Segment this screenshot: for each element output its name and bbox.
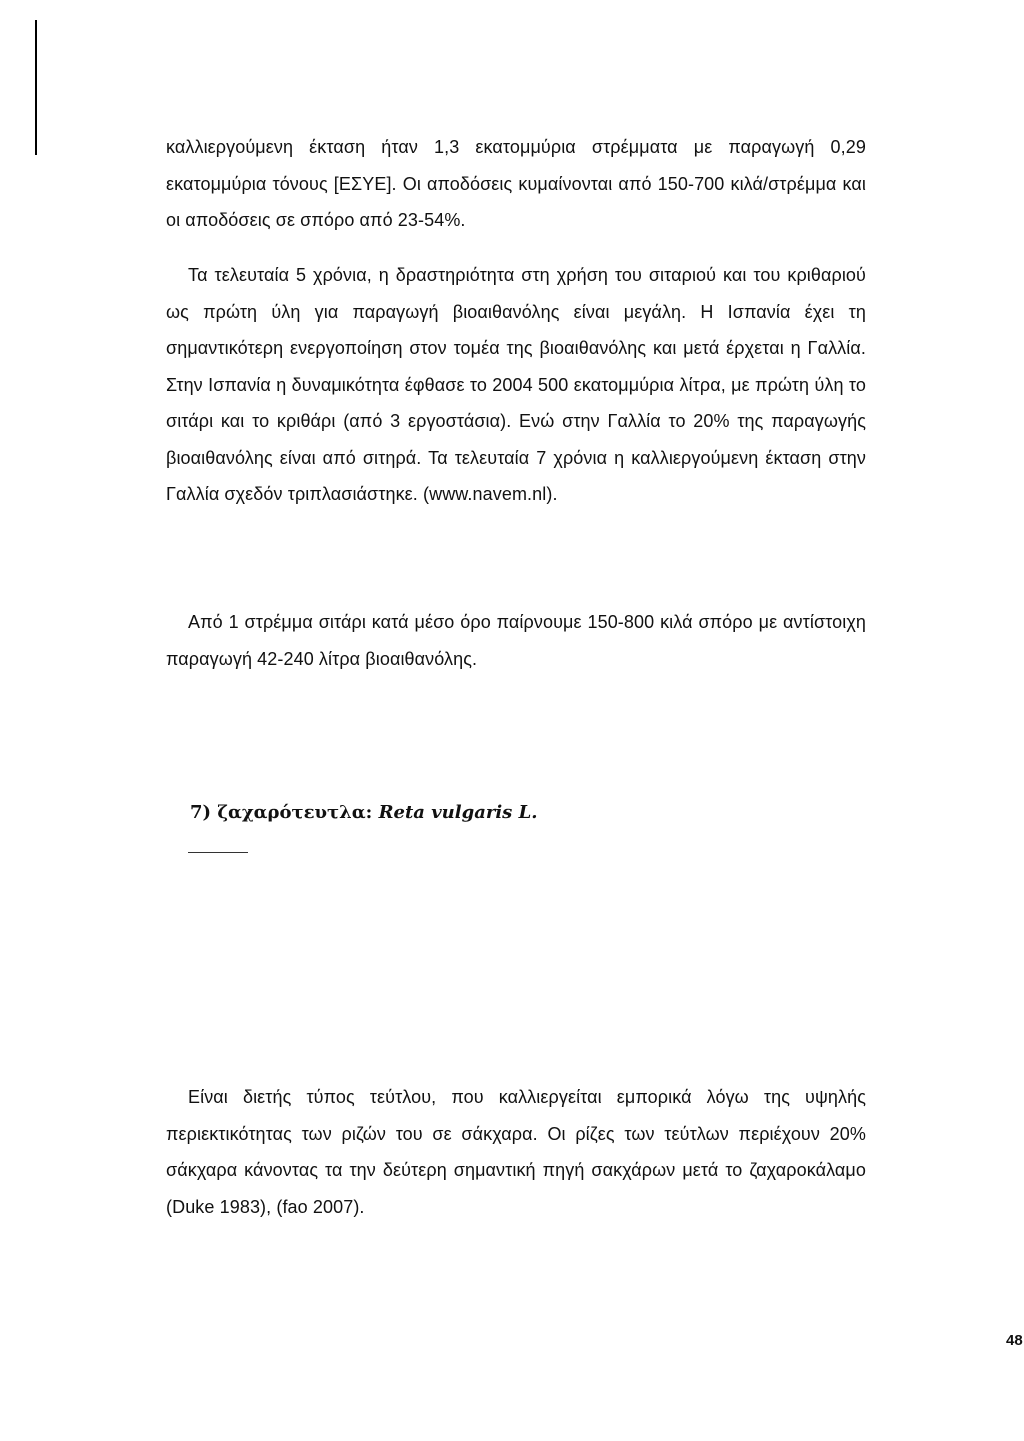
margin-line: [35, 20, 37, 155]
heading-latin-name: Reta vulgaris L.: [378, 802, 538, 823]
short-divider: [188, 852, 248, 853]
heading-title: ζαχαρότευτλα:: [217, 802, 373, 823]
heading-number: 7): [190, 802, 212, 823]
page-number: 48: [1006, 1332, 1023, 1349]
section-heading: [190, 800, 538, 826]
paragraph: καλλιεργούμενη έκταση ήταν 1,3 εκατομμύρια στρέμματα με παραγωγή 0,29 εκατομμύρια τόνους [ΕΣΥΕ]. Οι αποδόσεις κυμαίνονται από 150-700 κιλά/στρέμμα και οι αποδόσεις σε σπόρο από 23-54%.: [166, 137, 866, 230]
paragraph: Από 1 στρέμμα σιτάρι κατά μέσο όρο παίρνουμε 150-800 κιλά σπόρο με αντίστοιχη παραγωγή 42-240 λίτρα βιοαιθανόλης.: [166, 612, 866, 669]
paragraph: Τα τελευταία 5 χρόνια, η δραστηριότητα στη χρήση του σιταριού και του κριθαριού ως πρώτη ύλη για παραγωγή βιοαιθανόλης είναι μεγάλη. Η Ισπανία έχει τη σημαντικότερη ενεργοποίηση στον τομέα της βιοαιθανόλης και μετά έρχεται η Γαλλία. Στην Ισπανία η δυναμικότητα έφθασε το 2004 500 εκατομμύρια λίτρα, με πρώτη ύλη το σιτάρι και το κριθάρι (από 3 εργοστάσια). Ενώ στην Γαλλία το 20% της παραγωγής βιοαιθανόλης είναι από σιτηρά. Τα τελευταία 7 χρόνια η καλλιεργούμενη έκταση στην Γαλλία σχεδόν τριπλασιάστηκε. (www.navem.nl).: [166, 265, 866, 504]
paragraph: Είναι διετής τύπος τεύτλου, που καλλιεργείται εμπορικά λόγω της υψηλής περιεκτικότητας των ριζών του σε σάκχαρα. Οι ρίζες των τεύτλων περιέχουν 20% σάκχαρα κάνοντας τα την δεύτερη σημαντική πηγή σακχάρων μετά το ζαχαροκάλαμο (Duke 1983), (fao 2007).: [166, 1087, 866, 1217]
